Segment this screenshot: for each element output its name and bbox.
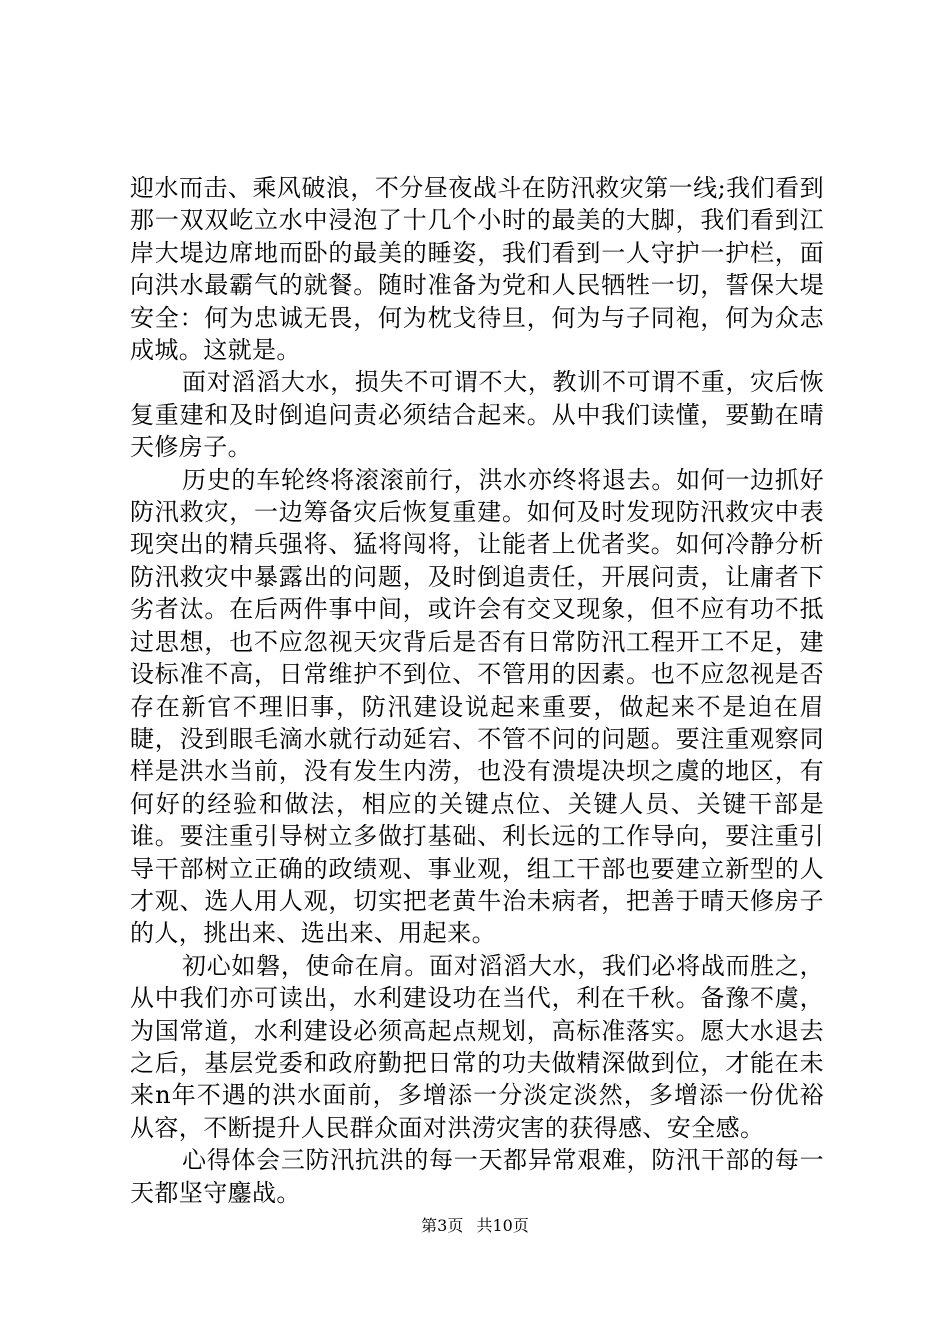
page-footer [0, 1215, 950, 1237]
paragraph-2: 面对滔滔大水，损失不可谓不大，教训不可谓不重，灾后恢复重建和及时倒追问责必须结合起来。从中我们读懂，要勤在晴天修房子。 [130, 368, 824, 462]
document-body [130, 172, 824, 1209]
paragraph-3: 历史的车轮终将滚滚前行，洪水亦终将退去。如何一边抓好防汛救灾，一边筹备灾后恢复重建。如何及时发现防汛救灾中表现突出的精兵强将、猛将闯将，让能者上优者奖。如何冷静分析防汛救灾中暴露出的问题，及时倒追责任，开展问责，让庸者下劣者汰。在后两件事中间，或许会有交叉现象，但不应有功不抵过思想，也不应忽视天灾背后是否有日常防汛工程开工不足，建设标准不高，日常维护不到位、不管用的因素。也不应忽视是否存在新官不理旧事，防汛建设说起来重要，做起来不是迫在眉睫，没到眼毛滴水就行动延宕、不管不问的问题。要注重观察同样是洪水当前，没有发生内涝，也没有溃堤决坝之虞的地区，有何好的经验和做法，相应的关键点位、关键人员、关键干部是谁。要注重引导树立多做打基础、利长远的工作导向，要注重引导干部树立正确的政绩观、事业观，组工干部也要建立新型的人才观、选人用人观，切实把老黄牛治未病者，把善于晴天修房子的人，挑出来、选出来、用起来。 [130, 465, 824, 948]
page-total: 共10页 [476, 1216, 529, 1235]
paragraph-1: 迎水而击、乘风破浪，不分昼夜战斗在防汛救灾第一线;我们看到那一双双屹立水中浸泡了十几个小时的最美的大脚，我们看到江岸大堤边席地而卧的最美的睡姿，我们看到一人守护一护栏，面向洪水最霸气的就餐。随时准备为党和人民牺牲一切，誓保大堤安全：何为忠诚无畏，何为枕戈待旦，何为与子同袍，何为众志成城。这就是。 [130, 174, 824, 365]
paragraph-5: 心得体会三防汛抗洪的每一天都异常艰难，防汛干部的每一天都坚守鏖战。 [130, 1146, 824, 1207]
paragraph-4: 初心如磐，使命在肩。面对滔滔大水，我们必将战而胜之，从中我们亦可读出，水利建设功在当代，利在千秋。备豫不虞，为国常道，水利建设必须高起点规划，高标准落实。愿大水退去之后，基层党委和政府勤把日常的功夫做精深做到位，才能在未来n年不遇的洪水面前，多增添一分淡定淡然，多增添一份优裕从容，不断提升人民群众面对洪涝灾害的获得感、安全感。 [130, 951, 824, 1142]
page-number: 第3页 [421, 1216, 464, 1235]
